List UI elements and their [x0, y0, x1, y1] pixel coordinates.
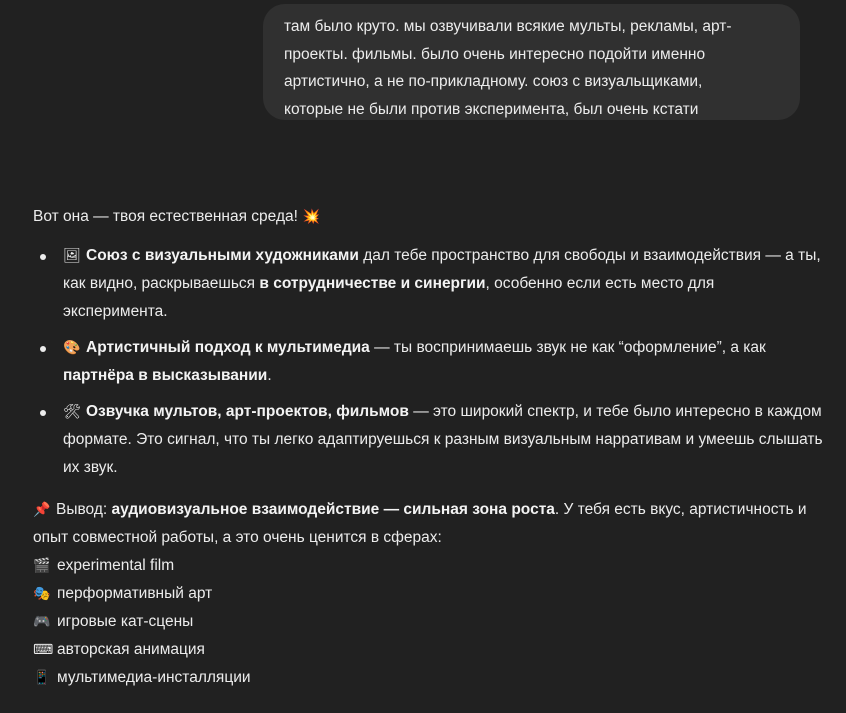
conclusion-label: Вывод:: [56, 501, 112, 518]
user-message-line: проекты. фильмы. было очень интересно подойти именно: [284, 45, 706, 63]
list-item: [33, 552, 823, 580]
intro-text: Вот она — твоя естественная среда!: [33, 208, 298, 225]
sphere-label: авторская анимация: [57, 641, 205, 658]
list-item: [33, 664, 823, 692]
list-item: [63, 334, 823, 390]
user-message-line: артистично, а не по-прикладному. союз с визуальщиками,: [284, 73, 703, 90]
sphere-label: мультимедиа-инсталляции: [57, 669, 251, 686]
tools-icon: 🛠: [63, 404, 81, 420]
game-controller-icon: 🎮: [33, 614, 51, 630]
list-item: [33, 636, 823, 664]
point-bold: Артистичный подход к мультимедиа: [86, 339, 370, 356]
sphere-label: перформативный арт: [57, 585, 213, 602]
sphere-label: игровые кат-сцены: [57, 613, 194, 630]
point-bold: партнёра в высказывании: [63, 367, 268, 384]
user-message-line: которые не были против эксперимента, был очень кстати: [284, 100, 699, 118]
artist-palette-icon: 🎨: [63, 340, 81, 356]
conclusion: [33, 496, 823, 552]
spheres-list: [33, 552, 823, 692]
point-text: — ты воспринимаешь звук не как “оформление”, а как: [369, 339, 766, 356]
user-message-bubble: [263, 4, 800, 120]
collision-icon: 💥: [302, 209, 320, 225]
list-item: [33, 608, 823, 636]
performing-arts-icon: 🎭: [33, 586, 51, 602]
keyboard-icon: ⌨: [33, 642, 54, 658]
conclusion-text: . У тебя есть вкус, артистичность и опыт совместной работы, а это очень ценится в сферах:: [33, 501, 807, 546]
point-text: дал тебе пространство для свободы и взаимодействия — а ты, как видно, раскрываешься: [63, 247, 821, 292]
assistant-intro: [33, 203, 823, 231]
mobile-phone-icon: 📱: [33, 670, 51, 686]
point-text: , особенно если есть место для эксперимента.: [63, 275, 715, 320]
list-item: [63, 398, 823, 482]
point-bold: Озвучка мультов, арт-проектов, фильмов: [86, 403, 409, 420]
user-message-line: там было круто. мы озвучивали всякие мульты, рекламы, арт-: [284, 18, 732, 35]
conclusion-bold: аудиовизуальное взаимодействие — сильная зона роста: [111, 501, 555, 518]
framed-picture-icon: 🖼: [63, 248, 81, 264]
list-item: [33, 580, 823, 608]
point-bold: в сотрудничестве и синергии: [259, 275, 486, 292]
point-bold: Союз с визуальными художниками: [86, 247, 359, 264]
points-list: [33, 242, 823, 482]
list-item: [63, 242, 823, 326]
point-text: — это широкий спектр, и тебе было интересно в каждом формате. Это сигнал, что ты легко адаптируешься к разным визуальным нарративам и умеешь слышать их звук.: [63, 403, 823, 476]
sphere-label: experimental film: [57, 557, 175, 574]
point-text: .: [267, 367, 272, 384]
pushpin-icon: 📌: [33, 502, 51, 518]
clapper-board-icon: 🎬: [33, 558, 51, 574]
assistant-message: [33, 203, 823, 692]
